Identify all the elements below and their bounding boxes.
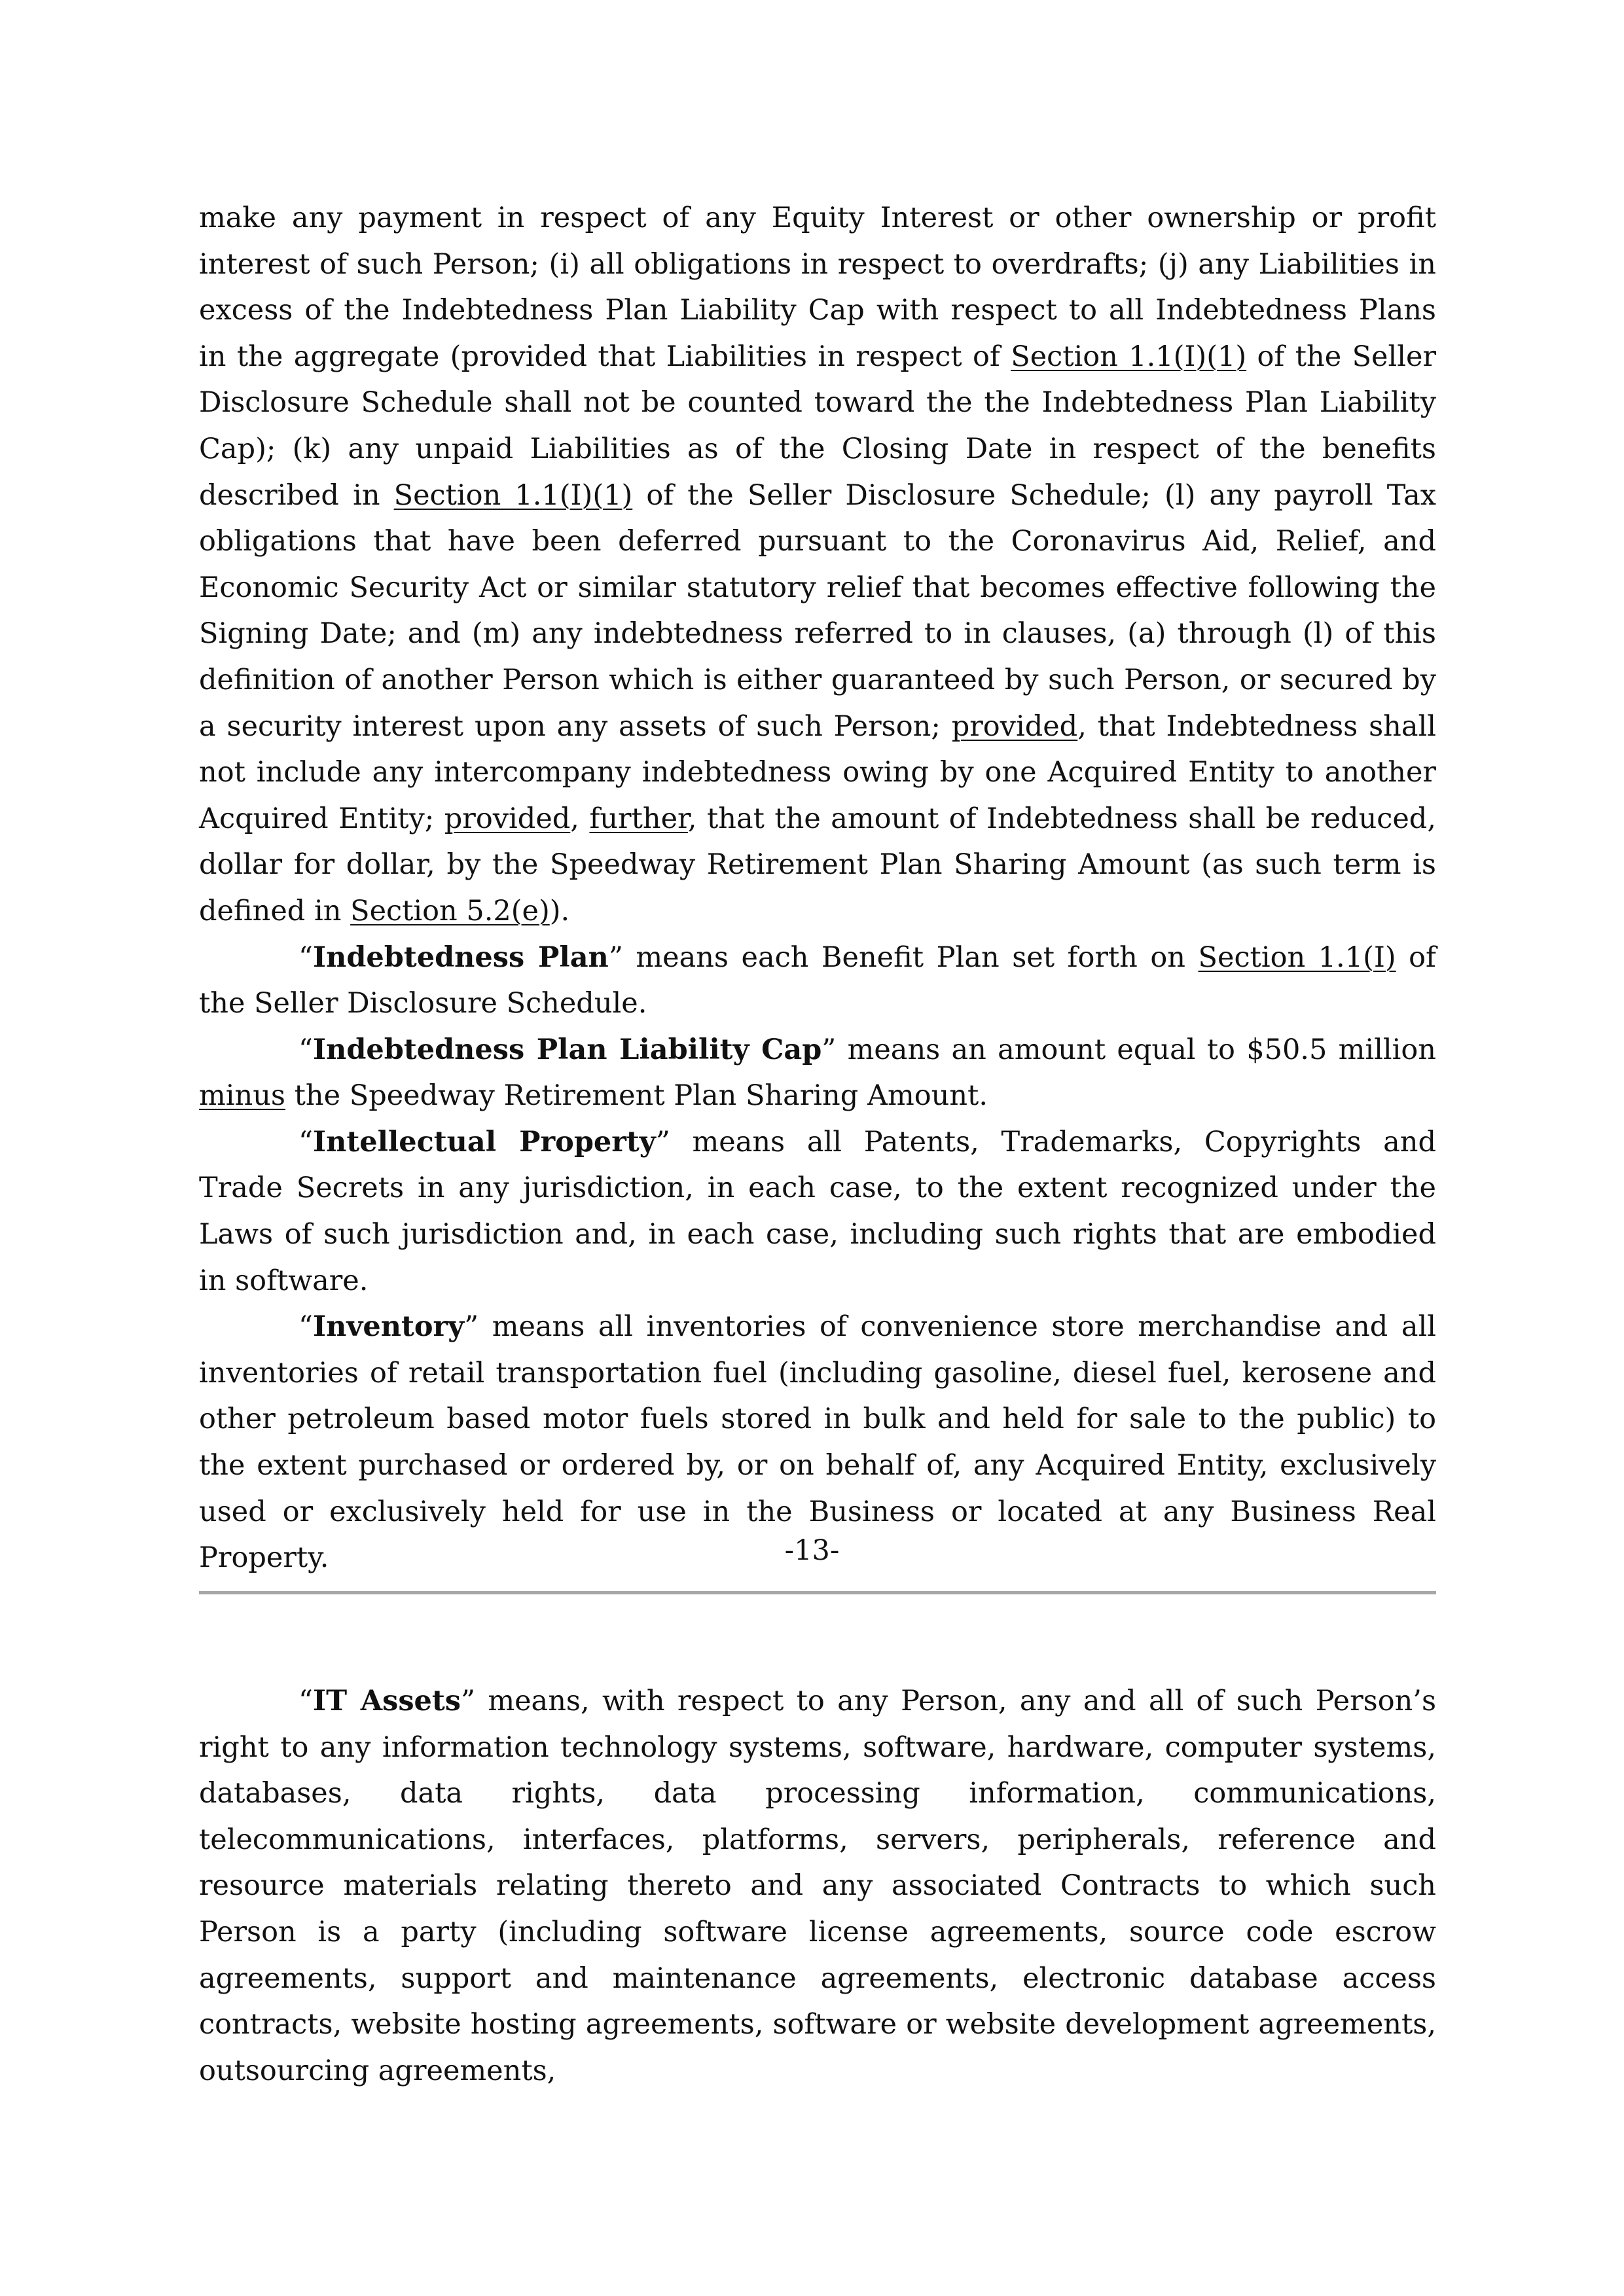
definition-it-assets (199, 1678, 1436, 2094)
section-reference: Section 1.1(I)(1) (393, 478, 633, 512)
paragraph-text: ” means, with respect to any Person, any and all of such Person’s right to any information technology systems, software, hardware, computer systems, databases, data rights, data processing information, communications, telecommunications, interfaces, platforms, servers, peripherals, reference and resource materials relating thereto and any associated Contracts to which such Person is a party (including software license agreements, source code escrow agreements, support and maintenance agreements, electronic database access contracts, website hosting agreements, software or website development agreements, outsourcing agreements, (199, 1685, 1437, 2087)
paragraph-text: ” means an amount equal to $50.5 million (821, 1033, 1436, 1066)
paragraph-text: of the Seller Disclosure Schedule. (199, 941, 1436, 1020)
indebtedness-definition-continuation (199, 195, 1436, 935)
page-14-body (199, 1678, 1436, 2094)
quote-mark: “ (298, 1125, 313, 1158)
paragraph-text: of the Seller Disclosure Schedule; (l) any payroll Tax obligations that have been deferred pursuant to the Coronavirus Aid, Relief, and Economic Security Act or similar statutory relief that becomes effective following the Signing Date; and (m) any indebtedness referred to in clauses, (a) through (l) of this definition of another Person which is either guaranteed by such Person, or secured by a security interest upon any assets of such Person; (199, 478, 1436, 743)
defined-term: Indebtedness Plan Liability Cap (312, 1033, 822, 1066)
paragraph-text: ” means all Patents, Trademarks, Copyrights and Trade Secrets in any jurisdiction, in each case, to the extent recognized under the Laws of such jurisdiction and, in each case, including such rights that are embodied in software. (199, 1125, 1436, 1297)
section-reference: Section 1.1(I)(1) (1011, 340, 1247, 373)
page-break-divider (199, 1591, 1436, 1594)
quote-mark: “ (298, 1033, 313, 1066)
paragraph-text: make any payment in respect of any Equity Interest or other ownership or profit interest of such Person; (i) all obligations in respect to overdrafts; (j) any Liabilities in excess of the Indebtedness Plan Liability Cap with respect to all Indebtedness Plans in the aggregate (provided that Liabilities in respect of (199, 202, 1436, 373)
definition-intellectual-property (199, 1119, 1436, 1304)
proviso-term: provided (951, 709, 1078, 743)
proviso-term: provided (444, 802, 571, 835)
paragraph-text: , that the amount of Indebtedness shall be reduced, dollar for dollar, by the Speedway Retirement Plan Sharing Amount (as such term is defined in (199, 802, 1436, 927)
page-13-body (199, 195, 1436, 1581)
defined-term: IT Assets (312, 1685, 461, 1717)
defined-term: Indebtedness Plan (312, 941, 609, 974)
paragraph-text: the Speedway Retirement Plan Sharing Amount. (285, 1079, 988, 1113)
page-number: -13- (784, 1534, 840, 1567)
defined-term: Intellectual Property (312, 1125, 656, 1158)
paragraph-text: , (570, 802, 590, 835)
quote-mark: “ (298, 1310, 313, 1344)
section-reference: Section 1.1(I) (1198, 941, 1396, 974)
quote-mark: “ (298, 1685, 313, 1717)
quote-mark: “ (298, 941, 313, 974)
definition-indebtedness-plan-liability-cap (199, 1027, 1436, 1119)
proviso-term: further (589, 802, 688, 835)
paragraph-text: of the Seller Disclosure Schedule shall not be counted toward the the Indebtedness Plan Liability Cap); (k) any unpaid Liabilities as of the Closing Date in respect of the benefits described in (199, 340, 1436, 512)
paragraph-text: ” means each Benefit Plan set forth on (608, 941, 1199, 974)
paragraph-text: , that Indebtedness shall not include any intercompany indebtedness owing by one Acquired Entity to another Acquired Entity; (199, 709, 1436, 835)
emphasized-term: minus (199, 1079, 285, 1113)
paragraph-text: ). (549, 894, 570, 927)
defined-term: Inventory (312, 1310, 465, 1344)
paragraph-text: ” means all inventories of convenience store merchandise and all inventories of retail transportation fuel (including gasoline, diesel fuel, kerosene and other petroleum based motor fuels stored in bulk and held for sale to the public) to the extent purchased or ordered by, or on behalf of, any Acquired Entity, exclusively used or exclusively held for use in the Business or located at any Business Real Property. (199, 1310, 1436, 1575)
definition-indebtedness-plan (199, 935, 1436, 1027)
section-reference: Section 5.2(e) (350, 894, 550, 927)
